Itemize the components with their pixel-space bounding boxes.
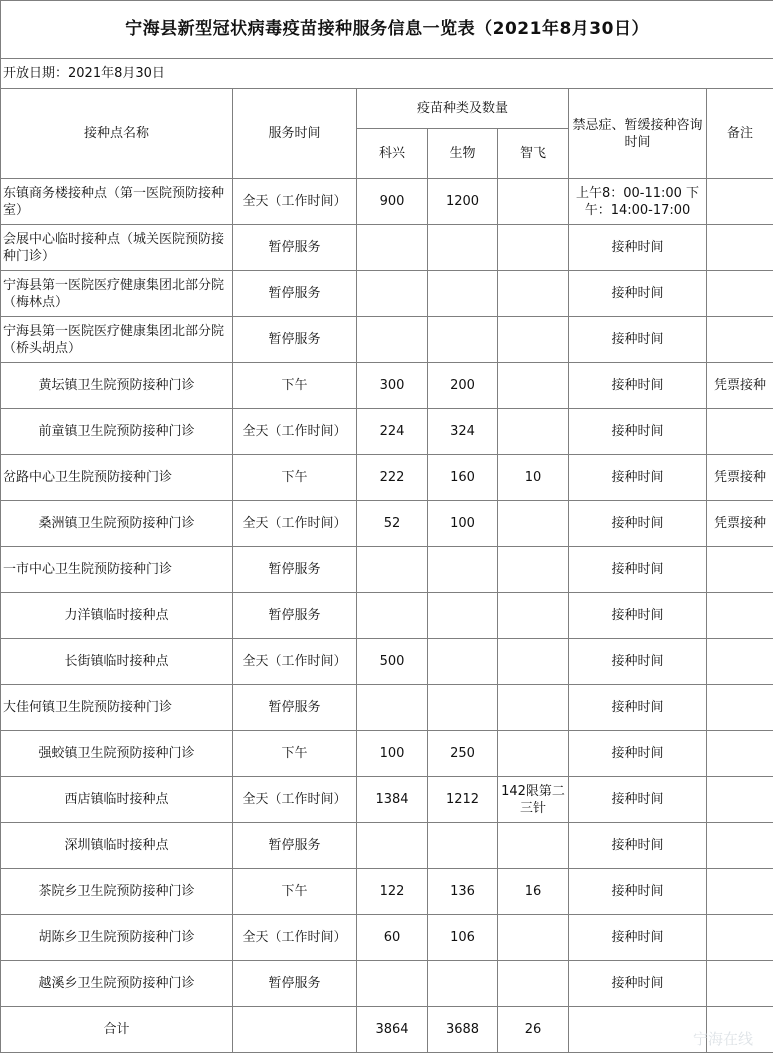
remark bbox=[707, 869, 773, 915]
service-time: 暂停服务 bbox=[233, 225, 357, 271]
kexing-count bbox=[357, 685, 428, 731]
site-name: 深圳镇临时接种点 bbox=[1, 823, 233, 869]
shengwu-count bbox=[428, 685, 498, 731]
zhifei-count bbox=[498, 409, 569, 455]
table-row bbox=[1, 455, 773, 501]
site-name: 强蛟镇卫生院预防接种门诊 bbox=[1, 731, 233, 777]
remark bbox=[707, 639, 773, 685]
service-time: 暂停服务 bbox=[233, 823, 357, 869]
shengwu-count: 136 bbox=[428, 869, 498, 915]
kexing-count: 222 bbox=[357, 455, 428, 501]
header-kexing: 科兴 bbox=[357, 129, 428, 179]
zhifei-count bbox=[498, 363, 569, 409]
remark bbox=[707, 823, 773, 869]
zhifei-count bbox=[498, 593, 569, 639]
table-row bbox=[1, 317, 773, 363]
consult-time: 接种时间 bbox=[569, 915, 707, 961]
table-row bbox=[1, 915, 773, 961]
table-row bbox=[1, 961, 773, 1007]
site-name: 力洋镇临时接种点 bbox=[1, 593, 233, 639]
kexing-count: 300 bbox=[357, 363, 428, 409]
service-time: 暂停服务 bbox=[233, 593, 357, 639]
service-time: 全天（工作时间） bbox=[233, 777, 357, 823]
consult-time: 接种时间 bbox=[569, 547, 707, 593]
remark bbox=[707, 409, 773, 455]
consult-time: 接种时间 bbox=[569, 639, 707, 685]
zhifei-count: 142限第二三针 bbox=[498, 777, 569, 823]
header-vaccine-group: 疫苗种类及数量 bbox=[357, 89, 569, 129]
table-row bbox=[1, 869, 773, 915]
site-name: 宁海县第一医院医疗健康集团北部分院（梅林点） bbox=[1, 271, 233, 317]
consult-time: 上午8：00-11:00 下午：14:00-17:00 bbox=[569, 179, 707, 225]
total-consult bbox=[569, 1007, 707, 1053]
consult-time: 接种时间 bbox=[569, 317, 707, 363]
shengwu-count: 1200 bbox=[428, 179, 498, 225]
site-name: 岔路中心卫生院预防接种门诊 bbox=[1, 455, 233, 501]
service-time: 下午 bbox=[233, 363, 357, 409]
remark bbox=[707, 915, 773, 961]
zhifei-count bbox=[498, 317, 569, 363]
site-name: 黄坛镇卫生院预防接种门诊 bbox=[1, 363, 233, 409]
consult-time: 接种时间 bbox=[569, 731, 707, 777]
remark bbox=[707, 777, 773, 823]
kexing-count bbox=[357, 317, 428, 363]
shengwu-count: 250 bbox=[428, 731, 498, 777]
site-name: 一市中心卫生院预防接种门诊 bbox=[1, 547, 233, 593]
zhifei-count bbox=[498, 271, 569, 317]
header-zhifei: 智飞 bbox=[498, 129, 569, 179]
site-name: 宁海县第一医院医疗健康集团北部分院（桥头胡点） bbox=[1, 317, 233, 363]
zhifei-count bbox=[498, 915, 569, 961]
zhifei-count: 10 bbox=[498, 455, 569, 501]
zhifei-count bbox=[498, 179, 569, 225]
site-name: 桑洲镇卫生院预防接种门诊 bbox=[1, 501, 233, 547]
remark bbox=[707, 179, 773, 225]
kexing-count bbox=[357, 961, 428, 1007]
kexing-count: 500 bbox=[357, 639, 428, 685]
table-row bbox=[1, 731, 773, 777]
service-time: 下午 bbox=[233, 455, 357, 501]
consult-time: 接种时间 bbox=[569, 271, 707, 317]
zhifei-count bbox=[498, 961, 569, 1007]
total-label: 合计 bbox=[1, 1007, 233, 1053]
site-name: 西店镇临时接种点 bbox=[1, 777, 233, 823]
kexing-count bbox=[357, 823, 428, 869]
table-row bbox=[1, 225, 773, 271]
remark bbox=[707, 271, 773, 317]
shengwu-count: 200 bbox=[428, 363, 498, 409]
shengwu-count bbox=[428, 961, 498, 1007]
zhifei-count bbox=[498, 823, 569, 869]
service-time: 全天（工作时间） bbox=[233, 501, 357, 547]
table-row bbox=[1, 547, 773, 593]
header-consult: 禁忌症、暂缓接种咨询时间 bbox=[569, 89, 707, 179]
remark bbox=[707, 547, 773, 593]
table-row bbox=[1, 823, 773, 869]
table-row bbox=[1, 363, 773, 409]
open-date: 开放日期：2021年8月30日 bbox=[1, 59, 773, 89]
remark bbox=[707, 731, 773, 777]
remark bbox=[707, 317, 773, 363]
remark bbox=[707, 961, 773, 1007]
header-remark: 备注 bbox=[707, 89, 773, 179]
shengwu-count: 160 bbox=[428, 455, 498, 501]
shengwu-count: 324 bbox=[428, 409, 498, 455]
zhifei-count bbox=[498, 639, 569, 685]
shengwu-count bbox=[428, 639, 498, 685]
kexing-count: 224 bbox=[357, 409, 428, 455]
service-time: 全天（工作时间） bbox=[233, 409, 357, 455]
table-row bbox=[1, 179, 773, 225]
remark: 凭票接种 bbox=[707, 455, 773, 501]
consult-time: 接种时间 bbox=[569, 363, 707, 409]
consult-time: 接种时间 bbox=[569, 777, 707, 823]
site-name: 东镇商务楼接种点（第一医院预防接种室） bbox=[1, 179, 233, 225]
service-time: 暂停服务 bbox=[233, 547, 357, 593]
service-time: 下午 bbox=[233, 731, 357, 777]
shengwu-count bbox=[428, 547, 498, 593]
total-kexing: 3864 bbox=[357, 1007, 428, 1053]
remark bbox=[707, 593, 773, 639]
table-row bbox=[1, 639, 773, 685]
site-name: 越溪乡卫生院预防接种门诊 bbox=[1, 961, 233, 1007]
watermark: 宁海在线 bbox=[692, 1030, 753, 1048]
kexing-count bbox=[357, 593, 428, 639]
service-time: 全天（工作时间） bbox=[233, 915, 357, 961]
table-row bbox=[1, 593, 773, 639]
site-name: 胡陈乡卫生院预防接种门诊 bbox=[1, 915, 233, 961]
header-site: 接种点名称 bbox=[1, 89, 233, 179]
shengwu-count bbox=[428, 593, 498, 639]
consult-time: 接种时间 bbox=[569, 409, 707, 455]
service-time: 暂停服务 bbox=[233, 317, 357, 363]
kexing-count: 100 bbox=[357, 731, 428, 777]
kexing-count: 60 bbox=[357, 915, 428, 961]
total-time bbox=[233, 1007, 357, 1053]
remark bbox=[707, 225, 773, 271]
shengwu-count bbox=[428, 271, 498, 317]
service-time: 全天（工作时间） bbox=[233, 639, 357, 685]
kexing-count: 900 bbox=[357, 179, 428, 225]
consult-time: 接种时间 bbox=[569, 685, 707, 731]
table-row bbox=[1, 271, 773, 317]
service-time: 暂停服务 bbox=[233, 961, 357, 1007]
table-row bbox=[1, 685, 773, 731]
total-row bbox=[1, 1007, 773, 1053]
kexing-count bbox=[357, 547, 428, 593]
shengwu-count bbox=[428, 317, 498, 363]
consult-time: 接种时间 bbox=[569, 823, 707, 869]
kexing-count bbox=[357, 225, 428, 271]
site-name: 前童镇卫生院预防接种门诊 bbox=[1, 409, 233, 455]
page-title: 宁海县新型冠状病毒疫苗接种服务信息一览表（2021年8月30日） bbox=[1, 1, 773, 59]
zhifei-count bbox=[498, 731, 569, 777]
remark: 凭票接种 bbox=[707, 363, 773, 409]
zhifei-count: 16 bbox=[498, 869, 569, 915]
zhifei-count bbox=[498, 225, 569, 271]
site-name: 茶院乡卫生院预防接种门诊 bbox=[1, 869, 233, 915]
site-name: 会展中心临时接种点（城关医院预防接种门诊） bbox=[1, 225, 233, 271]
zhifei-count bbox=[498, 501, 569, 547]
kexing-count bbox=[357, 271, 428, 317]
shengwu-count: 100 bbox=[428, 501, 498, 547]
service-time: 暂停服务 bbox=[233, 685, 357, 731]
table-row bbox=[1, 501, 773, 547]
shengwu-count: 1212 bbox=[428, 777, 498, 823]
consult-time: 接种时间 bbox=[569, 869, 707, 915]
consult-time: 接种时间 bbox=[569, 593, 707, 639]
shengwu-count bbox=[428, 225, 498, 271]
header-service-time: 服务时间 bbox=[233, 89, 357, 179]
consult-time: 接种时间 bbox=[569, 501, 707, 547]
remark: 凭票接种 bbox=[707, 501, 773, 547]
shengwu-count: 106 bbox=[428, 915, 498, 961]
header-shengwu: 生物 bbox=[428, 129, 498, 179]
table-row bbox=[1, 777, 773, 823]
total-zhifei: 26 bbox=[498, 1007, 569, 1053]
consult-time: 接种时间 bbox=[569, 225, 707, 271]
remark bbox=[707, 685, 773, 731]
zhifei-count bbox=[498, 547, 569, 593]
kexing-count: 1384 bbox=[357, 777, 428, 823]
site-name: 长街镇临时接种点 bbox=[1, 639, 233, 685]
shengwu-count bbox=[428, 823, 498, 869]
service-time: 下午 bbox=[233, 869, 357, 915]
service-time: 全天（工作时间） bbox=[233, 179, 357, 225]
zhifei-count bbox=[498, 685, 569, 731]
kexing-count: 52 bbox=[357, 501, 428, 547]
consult-time: 接种时间 bbox=[569, 455, 707, 501]
kexing-count: 122 bbox=[357, 869, 428, 915]
service-time: 暂停服务 bbox=[233, 271, 357, 317]
consult-time: 接种时间 bbox=[569, 961, 707, 1007]
table-row bbox=[1, 409, 773, 455]
site-name: 大佳何镇卫生院预防接种门诊 bbox=[1, 685, 233, 731]
total-shengwu: 3688 bbox=[428, 1007, 498, 1053]
